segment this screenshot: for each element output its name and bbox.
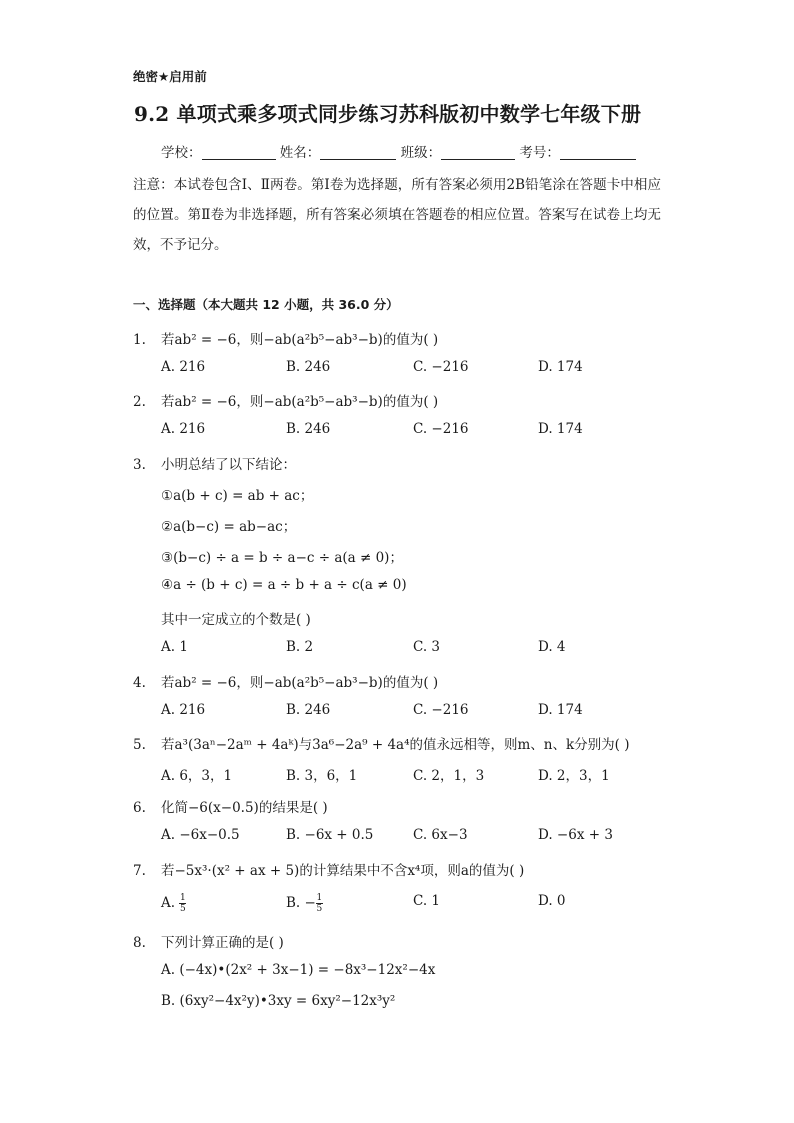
- question-text: 若−5x³·(x² + ax + 5)的计算结果中不含x⁴项，则a的值为( ): [161, 863, 525, 879]
- option-d[interactable]: D. −6x + 3: [538, 827, 613, 843]
- fraction-denominator: 5: [179, 904, 186, 914]
- question-number: 3.: [133, 457, 146, 473]
- name-field[interactable]: [320, 145, 396, 160]
- question-text: 若ab² = −6，则−ab(a²b⁵−ab³−b)的值为( ): [161, 394, 439, 410]
- question-1: [133, 328, 438, 348]
- question-number: 4.: [133, 675, 146, 691]
- option-label: A.: [161, 895, 180, 911]
- option-a[interactable]: A. 1: [161, 639, 188, 655]
- question-text: 小明总结了以下结论：: [161, 457, 296, 473]
- class-field[interactable]: [441, 145, 515, 160]
- question-6: [133, 796, 328, 816]
- exam-note: 注意：本试卷包含Ⅰ、Ⅱ两卷。第Ⅰ卷为选择题，所有答案必须用2B铅笔涂在答题卡中相应的位置。第Ⅱ卷为非选择题，所有答案必须填在答题卷的相应位置。答案写在试卷上均无效，不予记分。: [133, 177, 661, 253]
- exam-no-field[interactable]: [560, 145, 636, 160]
- question-8: [133, 931, 284, 951]
- school-label: 学校：: [161, 145, 202, 161]
- option-a[interactable]: A. 216: [161, 702, 206, 718]
- conclusion-4: ④a ÷ (b + c) = a ÷ b + a ÷ c(a ≠ 0): [161, 577, 407, 593]
- option-d[interactable]: D. 174: [538, 359, 583, 375]
- school-field[interactable]: [202, 145, 276, 160]
- option-b[interactable]: B. −6x + 0.5: [286, 827, 374, 843]
- option-a[interactable]: [161, 893, 186, 914]
- option-b[interactable]: B. 3，6，1: [286, 768, 358, 784]
- conclusion-1: ①a(b + c) = ab + ac；: [161, 488, 314, 504]
- exam-no-label: 考号：: [519, 145, 560, 161]
- secret-label: 绝密★启用前: [133, 69, 207, 84]
- name-label: 姓名：: [279, 145, 321, 161]
- conclusion-3: ③(b−c) ÷ a = b ÷ a−c ÷ a(a ≠ 0)；: [161, 550, 403, 566]
- option-a[interactable]: A. 6，3，1: [161, 768, 233, 784]
- option-c[interactable]: C. 1: [413, 893, 441, 909]
- question-number: 5.: [133, 737, 146, 753]
- option-label: B. −: [286, 895, 316, 911]
- question-7: [133, 859, 524, 879]
- option-b[interactable]: B. 246: [286, 702, 331, 718]
- option-d[interactable]: D. 174: [538, 702, 583, 718]
- fraction: [179, 893, 186, 914]
- option-b[interactable]: [286, 893, 323, 914]
- option-b[interactable]: B. 246: [286, 421, 331, 437]
- question-4: [133, 671, 438, 691]
- question-number: 6.: [133, 800, 146, 816]
- class-label: 班级：: [400, 145, 442, 161]
- question-text: 化简−6(x−0.5)的结果是( ): [161, 800, 328, 816]
- option-c[interactable]: C. 2，1，3: [413, 768, 485, 784]
- question-text: 下列计算正确的是( ): [161, 935, 284, 951]
- student-info-line: [161, 141, 636, 161]
- question-2: [133, 390, 438, 410]
- question-number: 1.: [133, 332, 146, 348]
- question-number: 8.: [133, 935, 146, 951]
- question-text: 若ab² = −6，则−ab(a²b⁵−ab³−b)的值为( ): [161, 332, 439, 348]
- question-3-tail: 其中一定成立的个数是( ): [161, 612, 311, 628]
- page-title: 9.2 单项式乘多项式同步练习苏科版初中数学七年级下册: [134, 102, 642, 126]
- option-d[interactable]: D. 4: [538, 639, 566, 655]
- option-d[interactable]: D. 174: [538, 421, 583, 437]
- option-c[interactable]: C. −216: [413, 359, 469, 375]
- option-b[interactable]: B. 246: [286, 359, 331, 375]
- fraction: [316, 893, 323, 914]
- fraction-numerator: 1: [316, 893, 323, 903]
- option-a[interactable]: A. 216: [161, 359, 206, 375]
- question-text: 若a³(3aⁿ−2aᵐ + 4aᵏ)与3a⁶−2a⁹ + 4a⁴的值永远相等，则m、n、k分别为( ): [161, 737, 630, 753]
- question-text: 若ab² = −6，则−ab(a²b⁵−ab³−b)的值为( ): [161, 675, 439, 691]
- option-c[interactable]: C. 3: [413, 639, 441, 655]
- option-a[interactable]: A. −6x−0.5: [161, 827, 240, 843]
- option-a[interactable]: A. (−4x)•(2x² + 3x−1) = −8x³−12x²−4x: [161, 962, 436, 978]
- option-c[interactable]: C. 6x−3: [413, 827, 468, 843]
- option-b[interactable]: B. 2: [286, 639, 314, 655]
- option-c[interactable]: C. −216: [413, 702, 469, 718]
- question-number: 2.: [133, 394, 146, 410]
- question-3: [133, 453, 296, 473]
- option-d[interactable]: D. 2，3，1: [538, 768, 610, 784]
- option-d[interactable]: D. 0: [538, 893, 566, 909]
- question-5: [133, 733, 630, 753]
- question-number: 7.: [133, 863, 146, 879]
- section-heading: 一、选择题（本大题共 12 小题，共 36.0 分）: [133, 297, 399, 312]
- option-b[interactable]: B. (6xy²−4x²y)•3xy = 6xy²−12x³y²: [161, 993, 396, 1009]
- fraction-numerator: 1: [179, 893, 186, 903]
- option-a[interactable]: A. 216: [161, 421, 206, 437]
- option-c[interactable]: C. −216: [413, 421, 469, 437]
- conclusion-2: ②a(b−c) = ab−ac；: [161, 519, 297, 535]
- fraction-denominator: 5: [316, 904, 323, 914]
